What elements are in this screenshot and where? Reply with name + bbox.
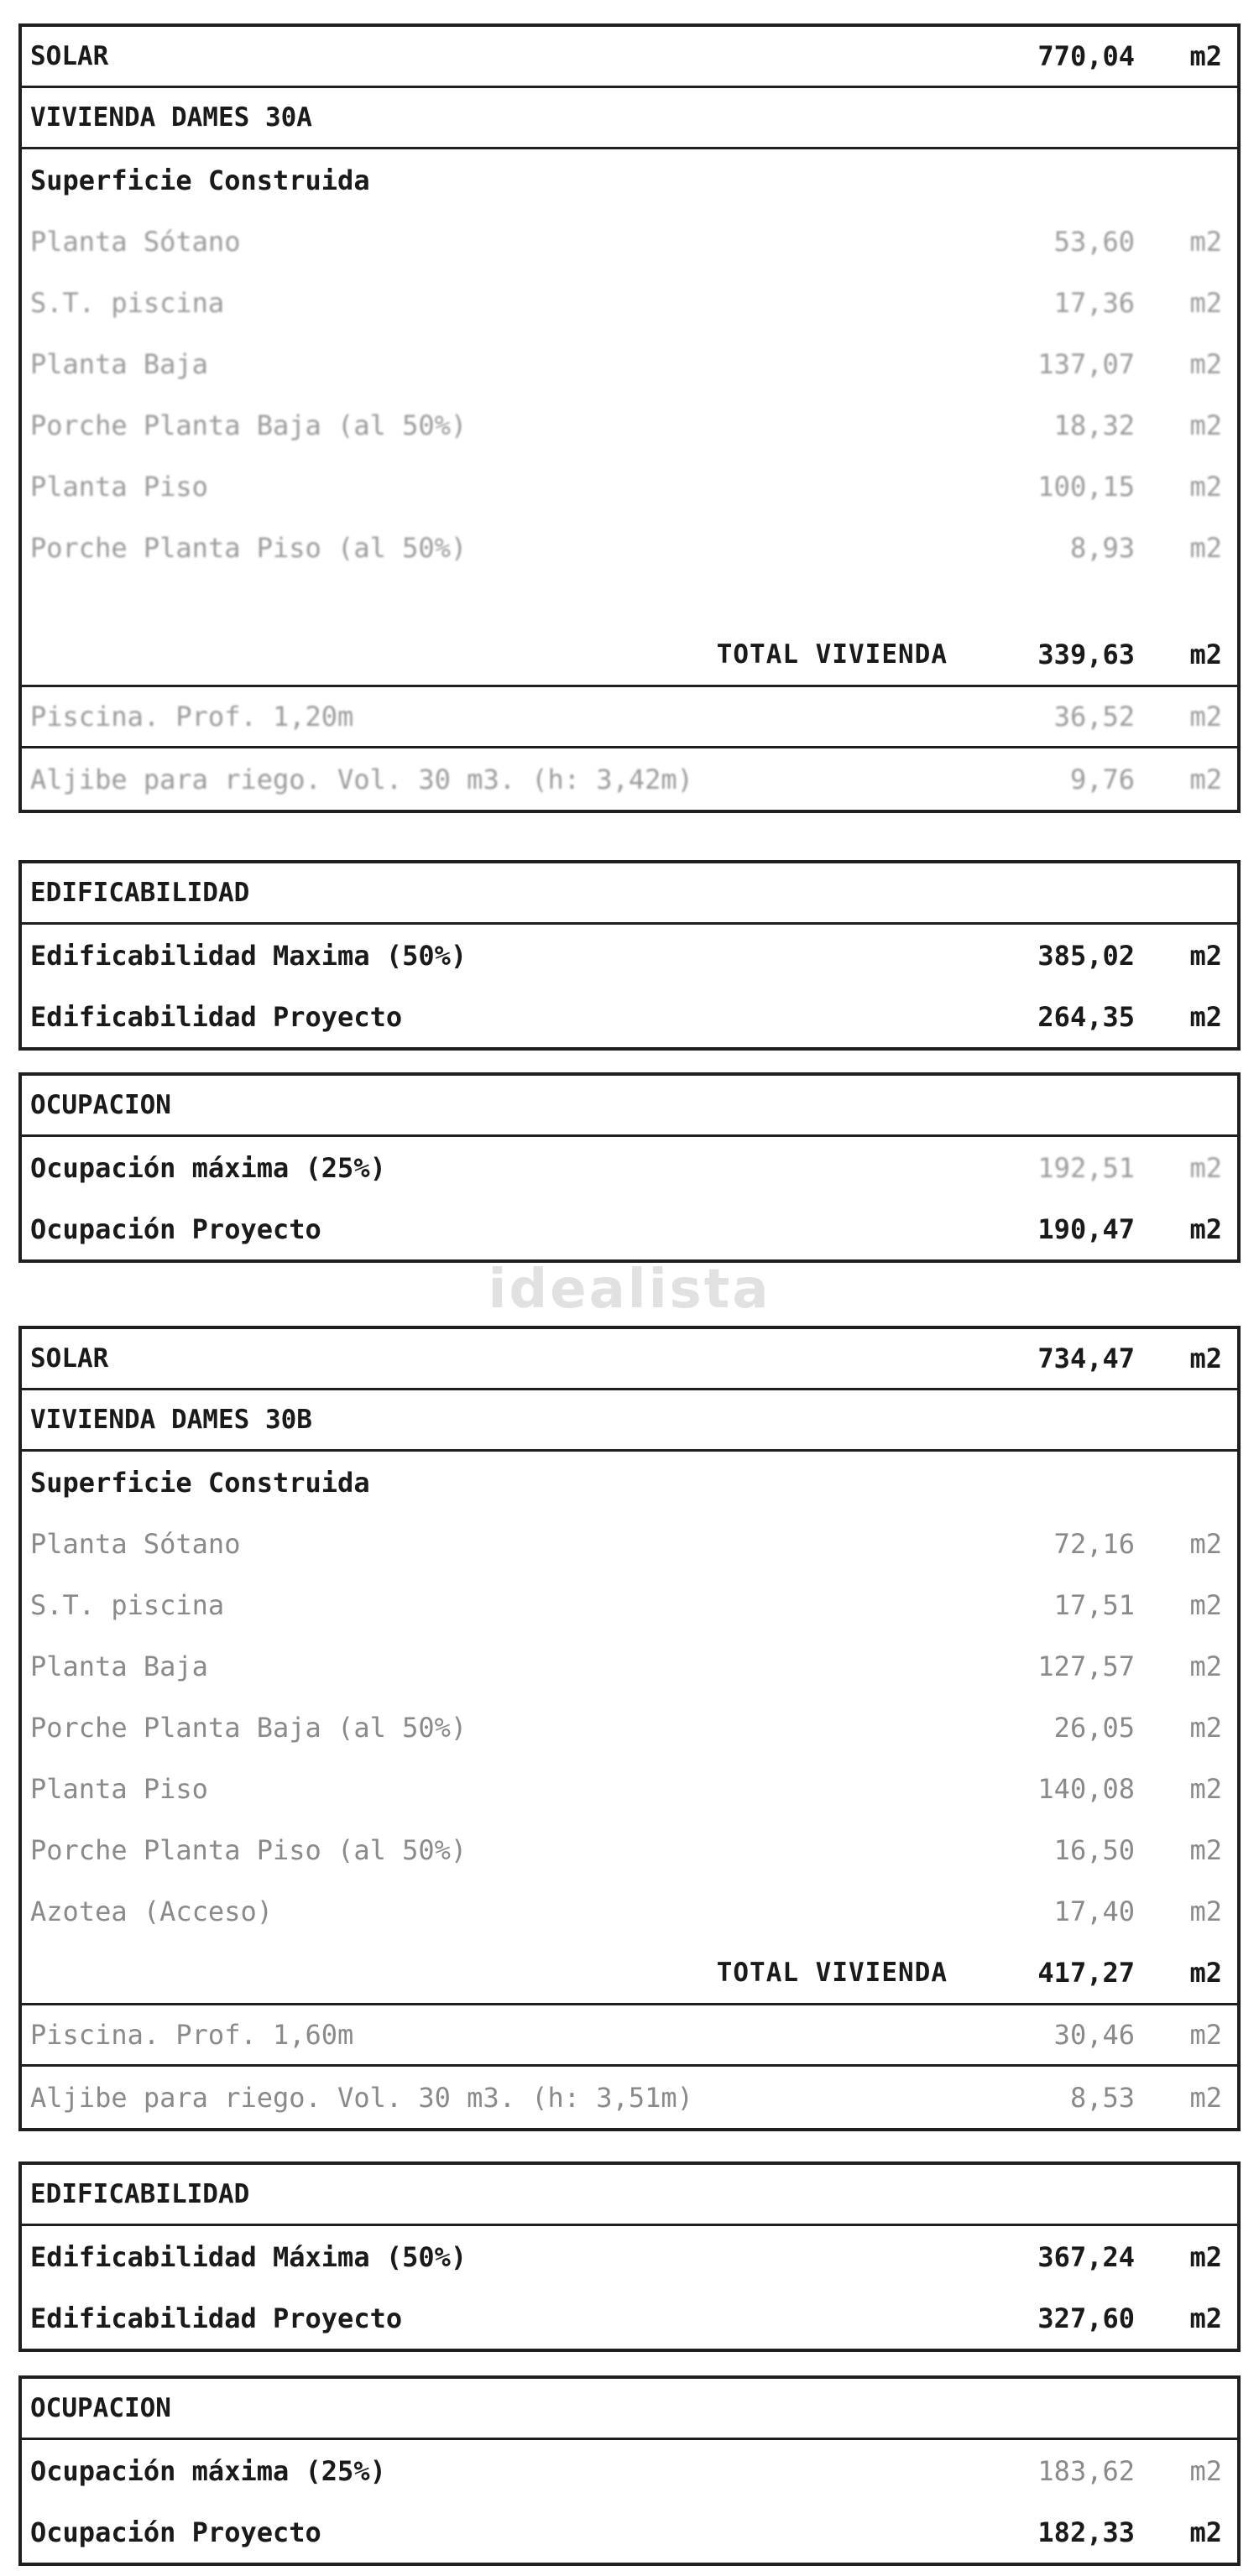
edificabilidad-header [22,2165,1237,2226]
solar-unit: m2 [1189,40,1222,72]
area-value: 17,40 [1053,1895,1135,1927]
ocupacion-box-a [18,1072,1241,1263]
ocupacion-proyecto-row [22,2501,1237,2563]
area-unit: m2 [1189,531,1222,564]
area-label: Planta Baja [30,347,208,380]
aljibe-unit: m2 [1189,2081,1222,2114]
solar-row [22,1329,1237,1390]
area-unit: m2 [1189,1895,1222,1927]
area-unit: m2 [1189,470,1222,503]
area-row [22,456,1237,517]
area-unit: m2 [1189,1711,1222,1744]
solar-row [22,27,1237,88]
area-value: 53,60 [1053,225,1135,258]
ocupacion-proyecto-label: Ocupación Proyecto [30,2516,321,2548]
aljibe-label: Aljibe para riego. Vol. 30 m3. (h: 3,42m) [30,763,693,795]
edificabilidad-proyecto-unit: m2 [1189,2302,1222,2334]
idealista-watermark: idealista [488,1259,771,1321]
area-label: Planta Baja [30,1650,208,1682]
area-value: 26,05 [1053,1711,1135,1744]
superficie-title: Superficie Construida [30,1466,370,1499]
ocupacion-proyecto-value: 182,33 [1037,2516,1135,2548]
vivienda-title: VIVIENDA DAMES 30B [30,1405,312,1435]
solar-label: SOLAR [30,41,109,71]
total-label: TOTAL VIVIENDA [716,639,948,670]
ocupacion-maxima-unit: m2 [1189,2454,1222,2487]
ocupacion-maxima-row [22,1137,1237,1198]
edificabilidad-proyecto-label: Edificabilidad Proyecto [30,1000,403,1033]
spacer-row [22,578,1237,623]
edificabilidad-title: EDIFICABILIDAD [30,878,250,908]
edificabilidad-maxima-value: 385,02 [1037,939,1135,972]
total-unit: m2 [1189,1956,1222,1989]
area-unit: m2 [1189,409,1222,441]
total-unit: m2 [1189,638,1222,670]
edificabilidad-proyecto-unit: m2 [1189,1000,1222,1033]
solar-box-a [18,23,1241,813]
vivienda-row [22,88,1237,149]
area-value: 100,15 [1037,470,1135,503]
ocupacion-maxima-unit: m2 [1189,1151,1222,1184]
area-label: Planta Piso [30,470,208,503]
total-row [22,623,1237,685]
area-unit: m2 [1189,1833,1222,1866]
ocupacion-title: OCUPACION [30,2393,171,2423]
edificabilidad-maxima-value: 367,24 [1037,2240,1135,2273]
edificabilidad-maxima-label: Edificabilidad Maxima (50%) [30,939,468,972]
piscina-label: Piscina. Prof. 1,20m [30,701,354,733]
area-label: Porche Planta Piso (al 50%) [30,1833,468,1866]
area-unit: m2 [1189,1772,1222,1805]
area-unit: m2 [1189,225,1222,258]
edificabilidad-proyecto-row [22,986,1237,1047]
superficie-title: Superficie Construida [30,164,370,196]
piscina-unit: m2 [1189,701,1222,733]
edificabilidad-header [22,863,1237,925]
superficie-section [22,1452,1237,2005]
area-label: Porche Planta Baja (al 50%) [30,1711,468,1744]
piscina-value: 36,52 [1053,701,1135,733]
area-row [22,211,1237,272]
area-row [22,394,1237,456]
aljibe-row [22,2067,1237,2128]
area-row [22,1819,1237,1880]
superficie-section [22,149,1237,687]
area-row [22,1513,1237,1574]
ocupacion-proyecto-value: 190,47 [1037,1212,1135,1245]
area-value: 8,93 [1069,531,1135,564]
edificabilidad-maxima-row [22,2226,1237,2287]
area-label: S.T. piscina [30,286,225,319]
area-row [22,1880,1237,1942]
edificabilidad-proyecto-value: 327,60 [1037,2302,1135,2334]
ocupacion-maxima-row [22,2440,1237,2501]
vivienda-title: VIVIENDA DAMES 30A [30,102,312,133]
area-label: Azotea (Acceso) [30,1895,273,1927]
area-unit: m2 [1189,1527,1222,1560]
area-row [22,1635,1237,1697]
vivienda-row [22,1390,1237,1452]
area-unit: m2 [1189,1650,1222,1682]
area-value: 18,32 [1053,409,1135,441]
ocupacion-header [22,1076,1237,1137]
area-label: Planta Piso [30,1772,208,1805]
aljibe-row [22,748,1237,810]
edificabilidad-box-b [18,2161,1241,2352]
solar-unit: m2 [1189,1343,1222,1374]
ocupacion-proyecto-label: Ocupación Proyecto [30,1212,321,1245]
edificabilidad-box-a [18,860,1241,1051]
piscina-value: 30,46 [1053,2019,1135,2051]
edificabilidad-proyecto-value: 264,35 [1037,1000,1135,1033]
ocupacion-box-b [18,2375,1241,2566]
ocupacion-title: OCUPACION [30,1090,171,1120]
area-value: 17,51 [1053,1588,1135,1621]
edificabilidad-maxima-unit: m2 [1189,2240,1222,2273]
ocupacion-maxima-value: 183,62 [1037,2454,1135,2487]
aljibe-value: 8,53 [1069,2081,1135,2114]
area-value: 127,57 [1037,1650,1135,1682]
area-value: 137,07 [1037,347,1135,380]
superficie-header [22,1452,1237,1513]
edificabilidad-maxima-label: Edificabilidad Máxima (50%) [30,2240,468,2273]
superficie-header [22,149,1237,211]
aljibe-value: 9,76 [1069,763,1135,795]
solar-label: SOLAR [30,1343,109,1374]
piscina-row [22,2005,1237,2067]
area-label: Planta Sótano [30,225,241,258]
piscina-row [22,687,1237,748]
solar-box-b [18,1326,1241,2131]
ocupacion-proyecto-unit: m2 [1189,1212,1222,1245]
ocupacion-header [22,2379,1237,2440]
area-value: 72,16 [1053,1527,1135,1560]
area-unit: m2 [1189,286,1222,319]
area-label: Porche Planta Piso (al 50%) [30,531,468,564]
ocupacion-proyecto-row [22,1198,1237,1259]
area-row [22,333,1237,394]
area-row [22,517,1237,578]
area-row [22,272,1237,333]
area-row [22,1574,1237,1635]
piscina-unit: m2 [1189,2019,1222,2051]
area-label: S.T. piscina [30,1588,225,1621]
area-value: 16,50 [1053,1833,1135,1866]
aljibe-label: Aljibe para riego. Vol. 30 m3. (h: 3,51m) [30,2081,693,2114]
ocupacion-maxima-label: Ocupación máxima (25%) [30,2454,386,2487]
area-label: Planta Sótano [30,1527,241,1560]
aljibe-unit: m2 [1189,763,1222,795]
edificabilidad-maxima-unit: m2 [1189,939,1222,972]
total-label: TOTAL VIVIENDA [716,1957,948,1988]
area-row [22,1758,1237,1819]
area-unit: m2 [1189,347,1222,380]
area-label: Porche Planta Baja (al 50%) [30,409,468,441]
area-value: 17,36 [1053,286,1135,319]
ocupacion-maxima-value: 192,51 [1037,1151,1135,1184]
total-row [22,1942,1237,2003]
area-value: 140,08 [1037,1772,1135,1805]
solar-value: 770,04 [1037,40,1135,72]
edificabilidad-maxima-row [22,925,1237,986]
edificabilidad-proyecto-row [22,2287,1237,2349]
area-row [22,1697,1237,1758]
edificabilidad-title: EDIFICABILIDAD [30,2179,250,2209]
total-value: 339,63 [1037,638,1135,670]
piscina-label: Piscina. Prof. 1,60m [30,2019,354,2051]
area-unit: m2 [1189,1588,1222,1621]
solar-value: 734,47 [1037,1343,1135,1374]
ocupacion-maxima-label: Ocupación máxima (25%) [30,1151,386,1184]
total-value: 417,27 [1037,1956,1135,1989]
ocupacion-proyecto-unit: m2 [1189,2516,1222,2548]
edificabilidad-proyecto-label: Edificabilidad Proyecto [30,2302,403,2334]
